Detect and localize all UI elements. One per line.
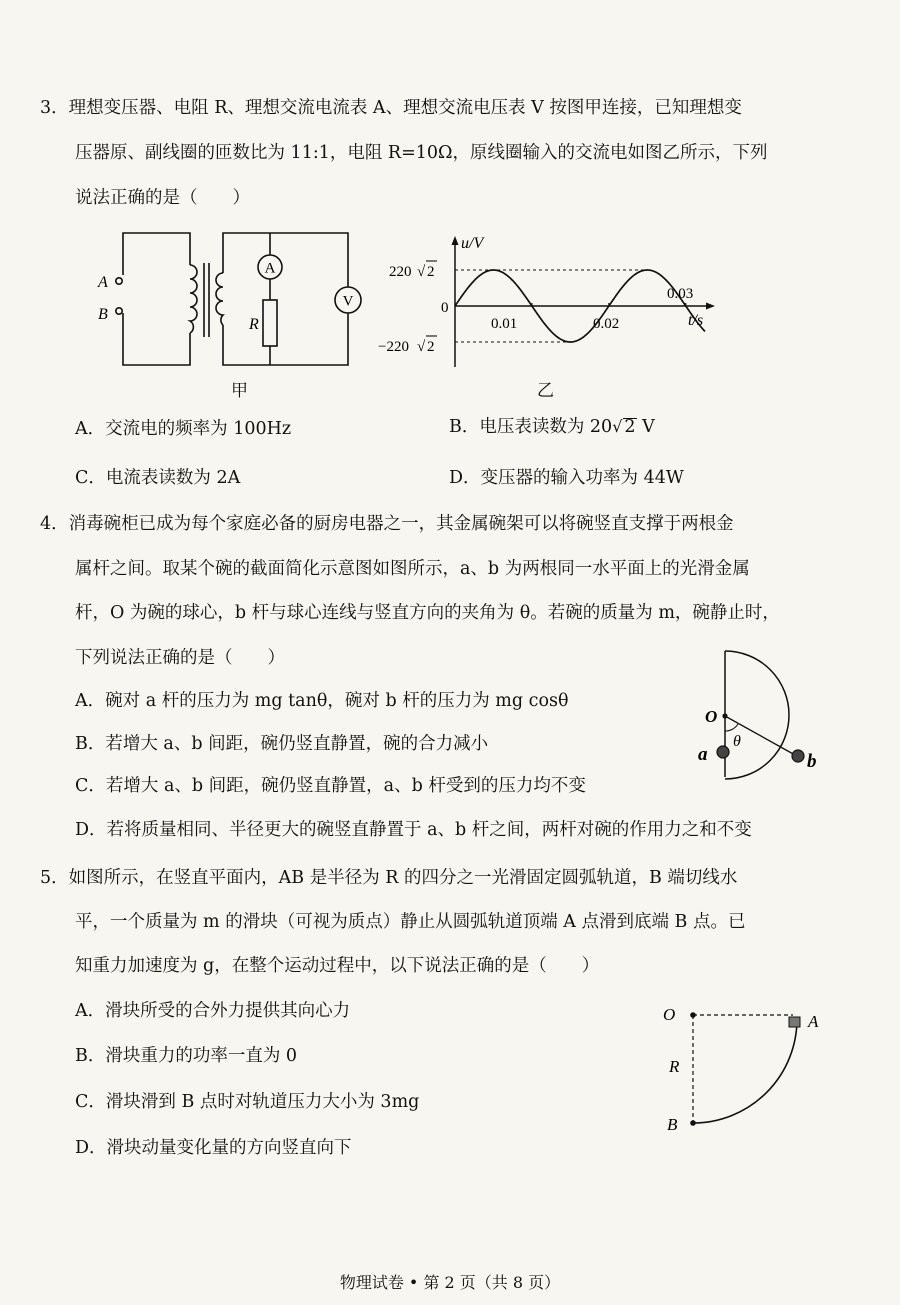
ammeter-label: A — [264, 260, 276, 277]
q4-option-d: D．若将质量相同、半径更大的碗竖直静置于 a、b 杆之间，两杆对碗的作用力之和不变 — [75, 820, 752, 840]
chart-xlabel: t/s — [688, 312, 704, 329]
chart-ylabel: u/V — [461, 235, 484, 252]
q3-option-b-radical: √ — [612, 417, 623, 436]
arc-point-b-label: B — [667, 1115, 678, 1134]
q3-option-b — [449, 418, 655, 437]
page-footer: 物理试卷 • 第 2 页（共 8 页） — [339, 1273, 561, 1292]
rod-b-label: b — [807, 751, 817, 772]
arc-point-a-label: A — [808, 1012, 819, 1031]
chart-ymin-number: −220 — [378, 339, 409, 355]
q5-line-1: 5．如图所示，在竖直平面内，AB 是半径为 R 的四分之一光滑固定圆弧轨道，B 端切线水 — [40, 868, 738, 888]
fig-yi-label: 乙 — [537, 381, 554, 401]
arc-center-label: O — [663, 1005, 676, 1024]
arc-radius-label: R — [669, 1057, 680, 1076]
chart-xtick-2: 0.02 — [593, 316, 620, 332]
q4-line-4: 下列说法正确的是（ ） — [75, 648, 285, 668]
q5-option-c: C．滑块滑到 B 点时对轨道压力大小为 3mg — [75, 1092, 420, 1112]
chart-ymax-radical: √ — [417, 264, 426, 280]
voltmeter-label: V — [342, 293, 354, 310]
chart-ymin-radicand: 2 — [427, 339, 435, 355]
q3-option-d: D．变压器的输入功率为 44W — [449, 468, 684, 488]
q4-option-b: B．若增大 a、b 间距，碗仍竖直静置，碗的合力减小 — [75, 734, 489, 754]
q3-line-1: 3．理想变压器、电阻 R、理想交流电流表 A、理想交流电压表 V 按图甲连接，已知理想变 — [40, 98, 742, 118]
terminal-b-label: B — [98, 306, 108, 323]
q4-option-a: A．碗对 a 杆的压力为 mg tanθ，碗对 b 杆的压力为 mg cosθ — [75, 691, 569, 711]
bowl-center-label: O — [705, 707, 718, 726]
circuit-diagram — [95, 225, 365, 375]
bowl-theta-label: θ — [733, 733, 741, 750]
q4-line-2: 属杆之间。取某个碗的截面简化示意图如图所示，a、b 为两根同一水平面上的光滑金属 — [75, 559, 750, 579]
q5-option-d: D．滑块动量变化量的方向竖直向下 — [75, 1138, 352, 1158]
q3-line-2: 压器原、副线圈的匝数比为 11:1，电阻 R=10Ω，原线圈输入的交流电如图乙所示，下列 — [75, 143, 768, 163]
bowl-diagram — [695, 645, 835, 785]
q4-line-1: 4．消毒碗柜已成为每个家庭必备的厨房电器之一，其金属碗架可以将碗竖直支撑于两根金 — [40, 514, 734, 534]
terminal-a-label: A — [98, 274, 108, 291]
q5-option-a: A．滑块所受的合外力提供其向心力 — [75, 1001, 351, 1021]
fig-jia-label: 甲 — [231, 381, 248, 401]
q5-option-b: B．滑块重力的功率一直为 0 — [75, 1046, 298, 1066]
q3-line-3: 说法正确的是（ ） — [75, 188, 250, 208]
chart-origin: 0 — [441, 300, 449, 316]
q3-option-b-radicand: 2 — [624, 417, 636, 437]
q3-option-b-unit: V — [636, 417, 655, 437]
q3-option-a: A．交流电的频率为 100Hz — [75, 419, 292, 439]
chart-xtick-1: 0.01 — [491, 316, 518, 332]
chart-ymax-radicand: 2 — [427, 264, 435, 280]
q5-line-2: 平，一个质量为 m 的滑块（可视为质点）静止从圆弧轨道顶端 A 点滑到底端 B 点。已 — [75, 912, 746, 932]
voltage-waveform-chart — [375, 232, 720, 372]
q4-line-3: 杆，O 为碗的球心，b 杆与球心连线与竖直方向的夹角为 θ。若碗的质量为 m，碗静止时， — [75, 603, 780, 623]
chart-ymax-number: 220 — [389, 264, 412, 280]
quarter-arc-diagram — [655, 995, 830, 1140]
q4-option-c: C．若增大 a、b 间距，碗仍竖直静置，a、b 杆受到的压力均不变 — [75, 776, 586, 796]
resistor-label: R — [249, 316, 259, 333]
q3-option-c: C．电流表读数为 2A — [75, 468, 241, 488]
q5-line-3: 知重力加速度为 g，在整个运动过程中，以下说法正确的是（ ） — [75, 956, 600, 976]
q3-option-b-text: B．电压表读数为 20 — [449, 417, 613, 437]
chart-xtick-3: 0.03 — [667, 286, 694, 302]
rod-a-label: a — [698, 744, 708, 765]
chart-ymin-radical: √ — [417, 339, 426, 355]
